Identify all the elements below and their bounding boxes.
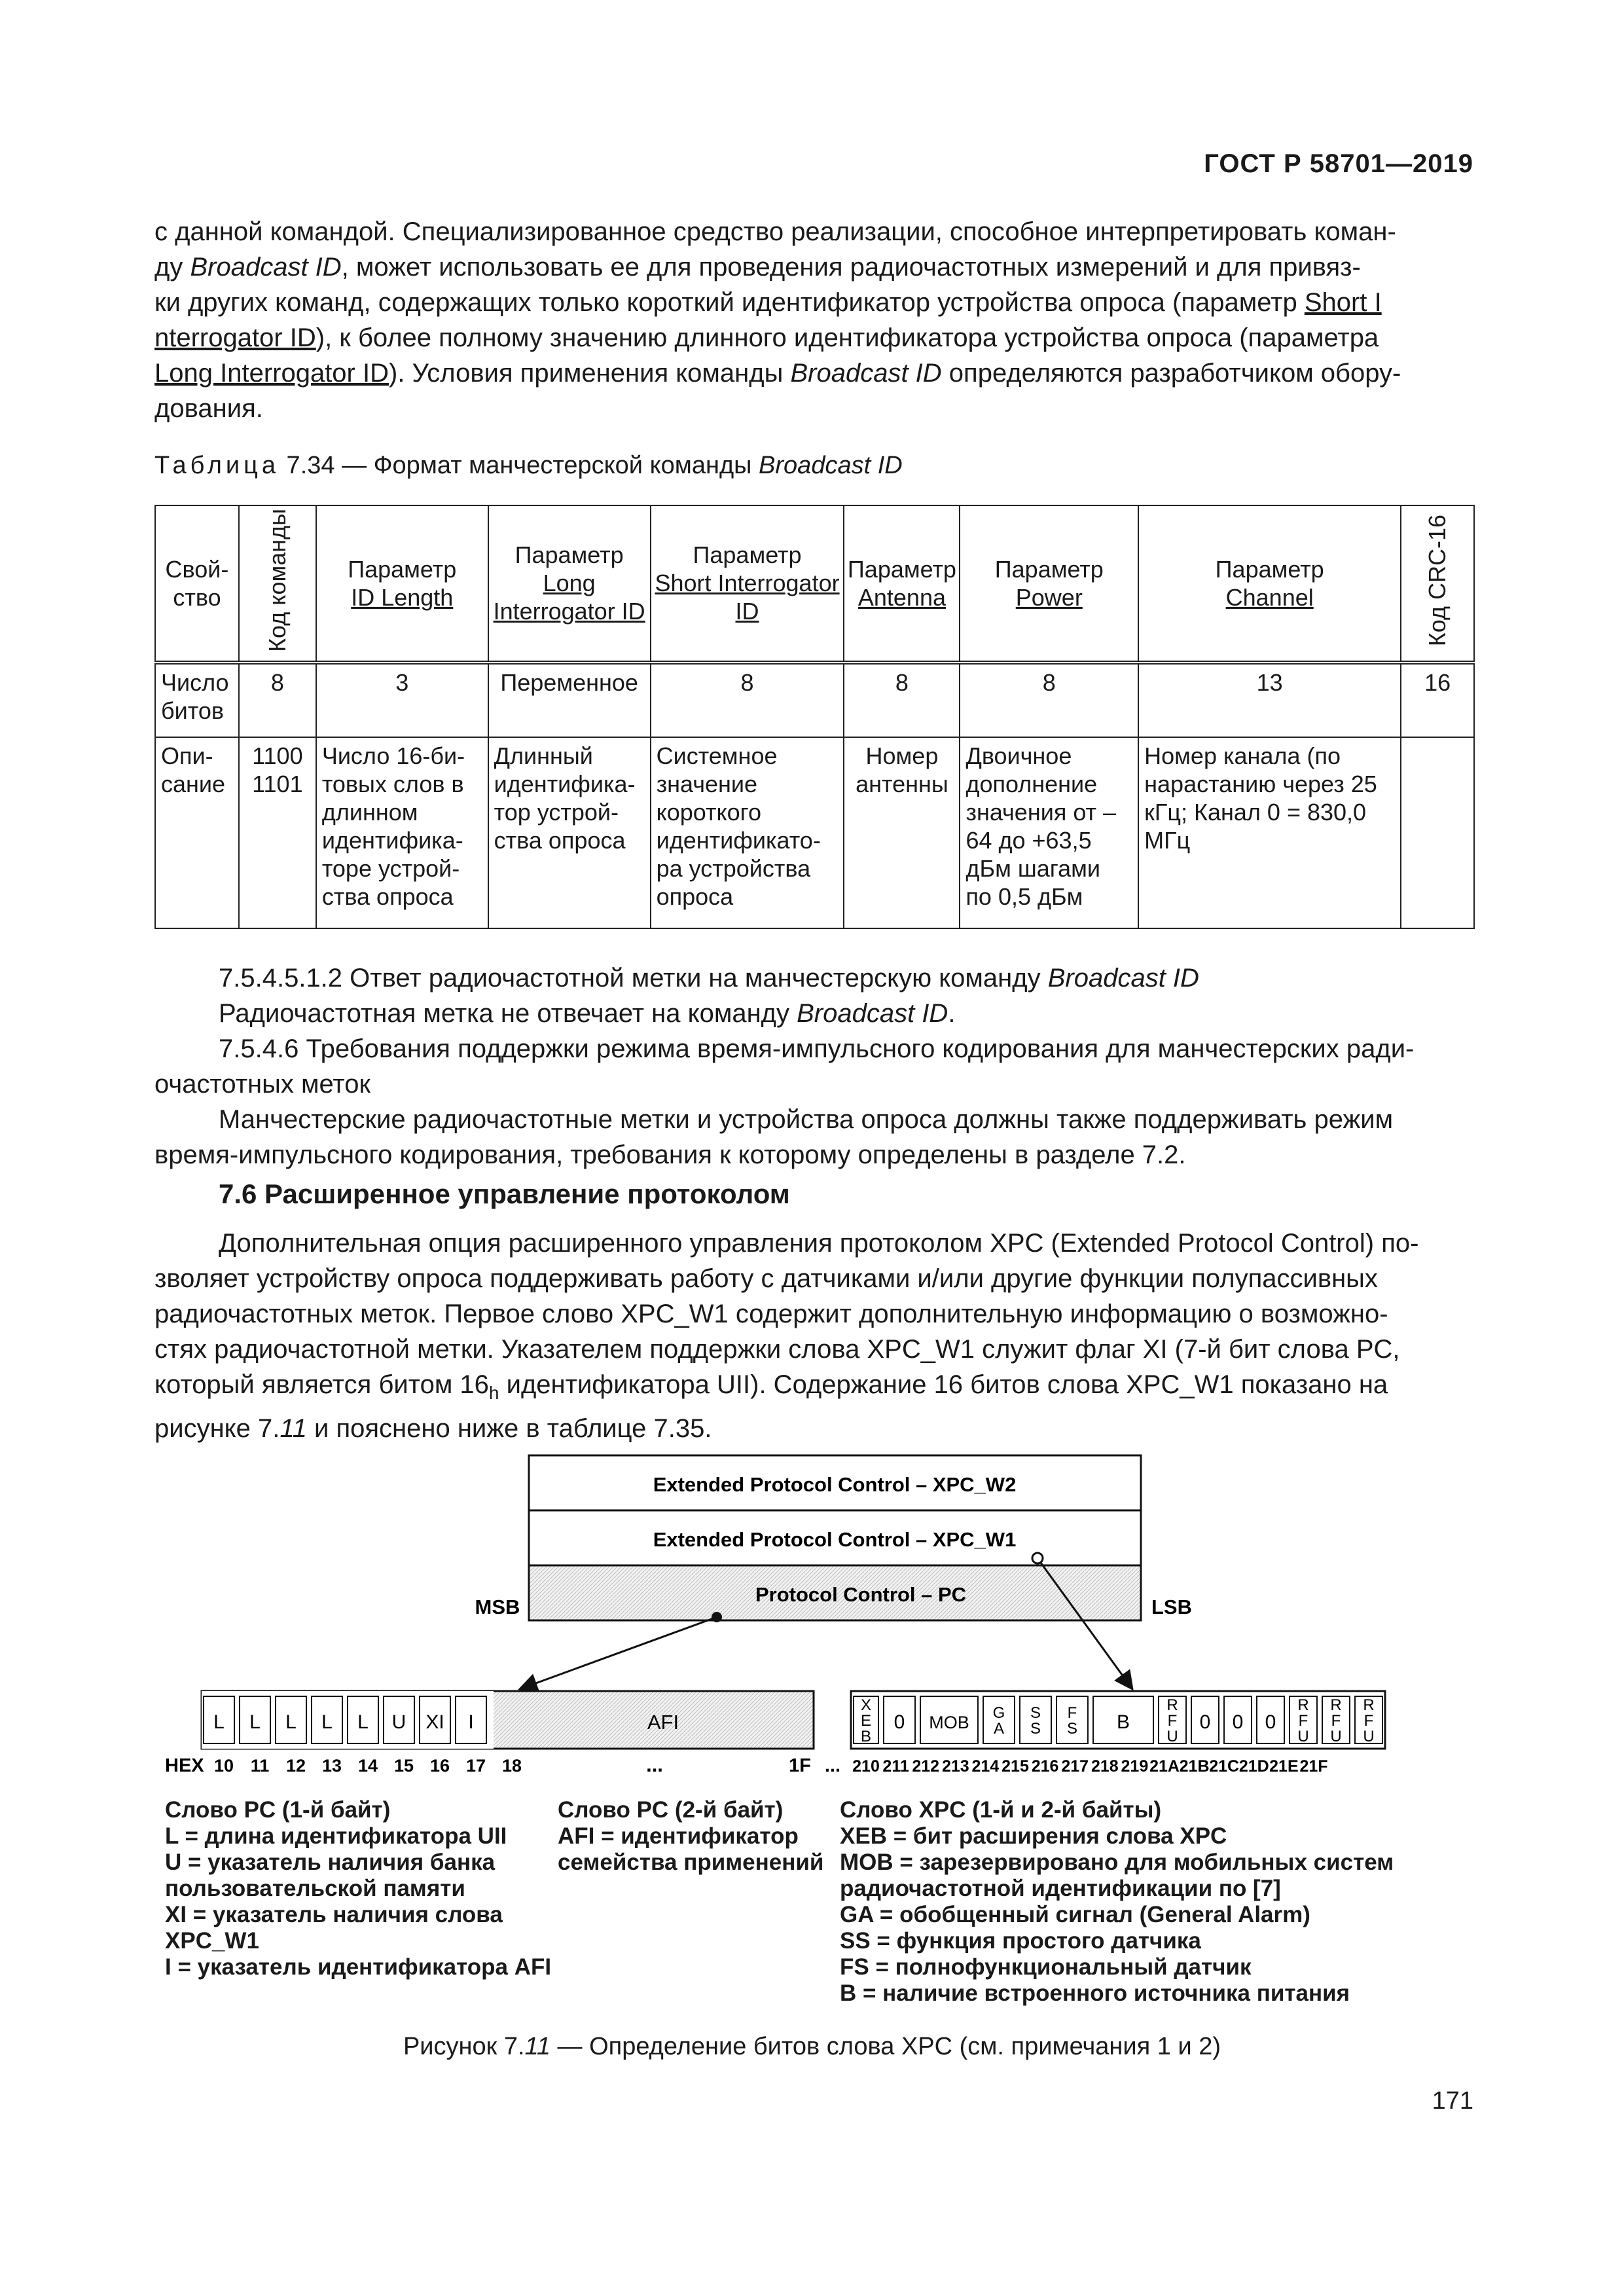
hex-right-label: 213 [941, 1757, 969, 1776]
xpc-bit-letter: A [993, 1720, 1005, 1738]
intro-line-3: ки других команд, содержащих только короткий идентификатор устройства опроса (параметр Short I [154, 288, 1382, 317]
xpc-bit-letter: S [1030, 1704, 1041, 1722]
hex-left-label: 18 [501, 1756, 522, 1776]
box-xpc-w2-label: Extended Protocol Control – XPC_W2 [653, 1473, 1017, 1496]
cell-bits-label: Число битов [155, 663, 239, 737]
hex-ellipsis: ... [646, 1753, 663, 1776]
legend-pc-byte-1-title: Слово PC (1-й байт) [165, 1797, 391, 1823]
pc-arrow [520, 1617, 717, 1689]
hex-right-label: 217 [1061, 1757, 1089, 1776]
xpc-bit-letter: U [1363, 1728, 1375, 1745]
hex-right-label: 216 [1031, 1757, 1059, 1776]
xpc-bit-letter: X [860, 1696, 872, 1714]
cell-bits-code: 8 [239, 663, 316, 737]
hex-right-label: 214 [971, 1757, 1000, 1776]
body-line-1: 7.5.4.5.1.2 Ответ радиочастотной метки на манчестерскую команду Broadcast ID [219, 964, 1199, 993]
legend-line: L = длина идентификатора UII [165, 1823, 507, 1849]
xpc-bit-letter: E [860, 1712, 872, 1730]
cell-bits-antenna: 8 [844, 663, 960, 737]
cell-desc-antenna: Номер антенны [844, 737, 960, 928]
pc-bit-label: XI [425, 1711, 444, 1733]
legend-line: семейства применений [558, 1850, 824, 1875]
xpc-bit-letter: F [1331, 1712, 1341, 1730]
intro-line-2: ду Broadcast ID, может использовать ее для проведения радиочастотных измерений и для привяз- [154, 253, 1361, 282]
figure-caption: Рисунок 7.11 — Определение битов слова XPC (см. примечания 1 и 2) [403, 2033, 1221, 2060]
header-crc: Код CRC-16 [1401, 505, 1474, 663]
hex-right-label: 212 [912, 1757, 940, 1776]
legend-xpc-title: Слово XPC (1-й и 2-й байты) [840, 1797, 1162, 1823]
legend-line: FS = полнофункциональный датчик [840, 1954, 1252, 1980]
section-line-4: стях радиочастотной метки. Указателем поддержки слова XPC_W1 служит флаг XI (7-й бит слова PC, [154, 1335, 1400, 1364]
xpc-bit-label: B [1116, 1711, 1130, 1733]
legend-line: XI = указатель наличия слова [165, 1902, 503, 1927]
legend-line: радиочастотной идентификации по [7] [840, 1876, 1281, 1901]
cell-bits-crc: 16 [1401, 663, 1474, 737]
section-line-6: рисунке 7.11 и пояснено ниже в таблице 7.35. [154, 1414, 712, 1443]
intro-line-4: nterrogator ID), к более полному значению длинного идентификатора устройства опроса (параметра [154, 323, 1379, 352]
hex-label: HEX [165, 1755, 204, 1776]
body-line-4: очастотных меток [154, 1070, 370, 1099]
intro-line-1: с данной командой. Специализированное средство реализации, способное интерпретировать коман- [154, 217, 1396, 246]
cell-bits-channel: 13 [1138, 663, 1401, 737]
xpc-bit-letter: G [992, 1704, 1005, 1722]
xpc-arrow-origin [1032, 1553, 1043, 1563]
cell-desc-id-length: Число 16-би-товых слов в длинном идентифика-торе устрой-ства опроса [316, 737, 488, 928]
hex-right-label: 21F [1299, 1757, 1328, 1776]
xpc-bit-letter: F [1167, 1712, 1178, 1730]
section-line-1: Дополнительная опция расширенного управления протоколом XPC (Extended Protocol Control) по- [219, 1229, 1419, 1258]
xpc-bit-letter: U [1166, 1728, 1178, 1745]
legend-line: XEB = бит расширения слова XPC [840, 1823, 1227, 1849]
header-id-length: Параметр ID Length [316, 505, 488, 663]
box-xpc-w1-label: Extended Protocol Control – XPC_W1 [653, 1528, 1017, 1551]
header-short-interrogator: Параметр Short Interrogator ID [651, 505, 844, 663]
xpc-bit-letter: S [1066, 1720, 1078, 1738]
pc-bit-label: L [249, 1711, 261, 1733]
hex-right-label: 21E [1269, 1757, 1299, 1776]
hex-left-label: 11 [250, 1756, 270, 1776]
hex-right-label: 21A [1149, 1757, 1180, 1776]
xpc-bit-label: MOB [929, 1713, 969, 1732]
header-channel: Параметр Channel [1138, 505, 1401, 663]
legend-line: MOB = зарезервировано для мобильных систем [840, 1850, 1394, 1875]
legend-xpc [840, 1797, 1394, 2007]
pc-bit-label: L [213, 1711, 225, 1733]
section-line-5: который является битом $16_h$ идентификатора UII). Содержание 16 битов слова XPC_W1 показано на [154, 1370, 1388, 1403]
hex-left-label: 12 [285, 1756, 306, 1776]
xpc-bit-label: 0 [1232, 1711, 1244, 1733]
xpc-bit-letter: B [860, 1728, 872, 1745]
xpc-bit-letter: R [1363, 1696, 1375, 1714]
header-power: Параметр Power [960, 505, 1138, 663]
xpc-bit-letter: R [1297, 1696, 1309, 1714]
cell-desc-power: Двоичное дополнение значения от –64 до +63,5 дБм шагами по 0,5 дБм [960, 737, 1138, 928]
xpc-bit-label: 0 [1265, 1711, 1276, 1733]
xpc-bit-letter: U [1297, 1728, 1309, 1745]
box-pc-label: Protocol Control – PC [755, 1583, 967, 1606]
section-line-2: зволяет устройству опроса поддерживать работу с датчиками и/или другие функции полупассивных [154, 1264, 1378, 1293]
xpc-bit-letter: U [1330, 1728, 1342, 1745]
xpc-bit-cells [851, 1691, 1385, 1749]
xpc-bit-letter: F [1363, 1712, 1374, 1730]
body-line-5: Манчестерские радиочастотные метки и устройства опроса должны также поддерживать режим [219, 1105, 1394, 1134]
pc-bit-label: L [285, 1711, 297, 1733]
page-number: 171 [1432, 2087, 1473, 2115]
hex-right-label: 21D [1238, 1757, 1269, 1776]
pc-bit-label: U [391, 1711, 406, 1733]
xpc-bit-letter: F [1067, 1704, 1077, 1722]
cell-bits-long: Переменное [488, 663, 651, 737]
legend-line: SS = функция простого датчика [840, 1928, 1201, 1954]
cell-desc-short: Системное значение короткого идентификато-ра устройства опроса [651, 737, 844, 928]
intro-line-5: Long Interrogator ID). Условия применения команды Broadcast ID определяются разработчиком обору- [154, 359, 1401, 388]
body-line-6: время-импульсного кодирования, требования к которому определены в разделе 7.2. [154, 1140, 1186, 1169]
section-line-3: радиочастотных меток. Первое слово XPC_W1 содержит дополнительную информацию о возможно- [154, 1300, 1388, 1328]
hex-1f: 1F [789, 1755, 811, 1776]
cell-desc-label: Опи-сание [155, 737, 239, 928]
legend-pc-byte-2-title: Слово PC (2-й байт) [558, 1797, 784, 1823]
cell-bits-power: 8 [960, 663, 1138, 737]
legend-line: GA = обобщенный сигнал (General Alarm) [840, 1902, 1310, 1927]
xpc-bit-letter: S [1030, 1720, 1041, 1738]
cell-bits-short: 8 [651, 663, 844, 737]
legend-line: B = наличие встроенного источника питания [840, 1980, 1350, 2006]
legend-line: U = указатель наличия банка [165, 1850, 496, 1875]
lsb-label: LSB [1151, 1595, 1192, 1618]
cell-desc-code: 1100 1101 [239, 737, 316, 928]
xpc-bit-letter: F [1298, 1712, 1308, 1730]
pc-bit-label: I [468, 1711, 474, 1733]
header-code: Код команды [239, 505, 316, 663]
intro-line-6: дования. [154, 394, 263, 423]
legend-pc-byte-1 [165, 1797, 551, 1980]
xpc-bit-letter: R [1330, 1696, 1342, 1714]
hex-left-label: 14 [357, 1756, 378, 1776]
hex-right-label: 21C [1209, 1757, 1240, 1776]
legend-pc-byte-2 [558, 1797, 823, 1876]
section-heading: 7.6 Расширенное управление протоколом [219, 1178, 790, 1209]
legend-line: пользовательской памяти [165, 1876, 465, 1901]
legend-line: XPC_W1 [165, 1928, 259, 1954]
hex-left-label: 10 [213, 1756, 234, 1776]
hex-right-label: 21B [1179, 1757, 1210, 1776]
legend-line: AFI = идентификатор [558, 1823, 799, 1849]
hex-right-label: 211 [882, 1757, 909, 1776]
hex-left-label: 13 [321, 1756, 342, 1776]
hex-right-label: 219 [1121, 1757, 1149, 1776]
hex-right-label: 210 [852, 1757, 880, 1776]
hex-left-label: 16 [429, 1756, 450, 1776]
hex-right-label: 215 [1001, 1757, 1029, 1776]
body-line-3: 7.5.4.6 Требования поддержки режима время-импульсного кодирования для манчестерских ради- [219, 1034, 1415, 1063]
pc-bit-label: L [321, 1711, 333, 1733]
table-caption: Таблица 7.34 — Формат манчестерской команды Broadcast ID [154, 452, 903, 479]
cell-bits-id-length: 3 [316, 663, 488, 737]
xpc-bit-label: 0 [1199, 1711, 1211, 1733]
header-antenna: Параметр Antenna [844, 505, 960, 663]
pc-bit-cells [202, 1691, 494, 1749]
body-line-2: Радиочастотная метка не отвечает на команду Broadcast ID. [219, 999, 956, 1028]
hex-right-label: 218 [1091, 1757, 1119, 1776]
xpc-bit-letter: R [1166, 1696, 1178, 1714]
hex-left-label: 17 [465, 1756, 486, 1776]
document-header: ГОСТ Р 58701—2019 [1204, 149, 1473, 178]
hex-left-labels [214, 1756, 522, 1776]
afi-field: AFI [647, 1711, 679, 1734]
xpc-bit-label: 0 [893, 1711, 905, 1733]
legend-line: I = указатель идентификатора AFI [165, 1954, 552, 1980]
hex-right-labels [852, 1757, 1327, 1776]
pc-bit-label: L [357, 1711, 369, 1733]
header-long-interrogator: Параметр Long Interrogator ID [488, 505, 651, 663]
header-property: Свой-ство [155, 505, 239, 663]
cell-desc-long: Длинный идентифика-тор устрой-ства опроса [488, 737, 651, 928]
hex-ellipsis-2: ... [824, 1755, 841, 1776]
msb-label: MSB [475, 1595, 520, 1618]
cell-desc-channel: Номер канала (по нарастанию через 25 кГц; Канал 0 = 830,0 МГц [1138, 737, 1401, 928]
hex-left-label: 15 [393, 1756, 414, 1776]
